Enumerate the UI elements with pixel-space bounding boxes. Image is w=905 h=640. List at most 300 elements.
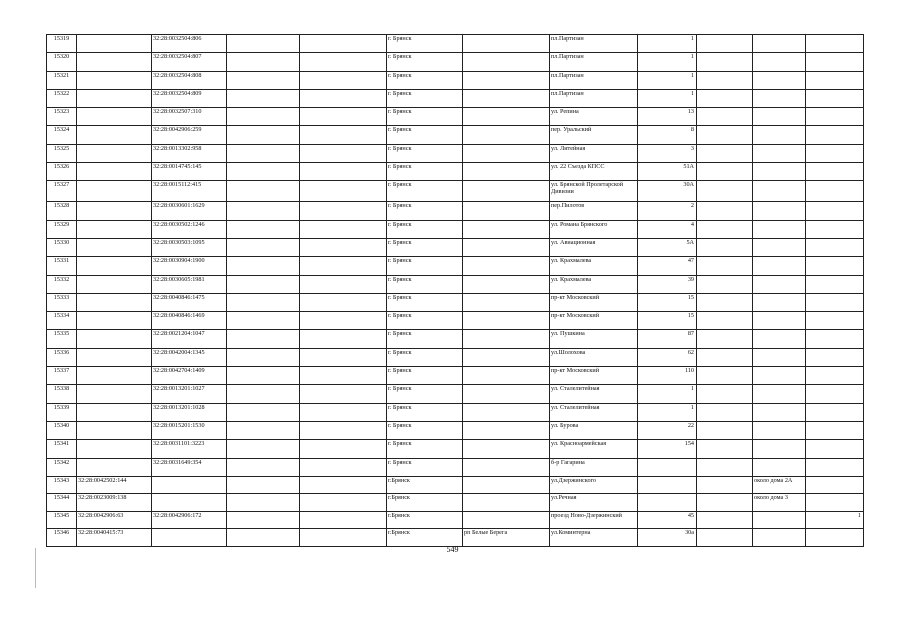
- house-number: 1: [638, 385, 697, 403]
- table-row: [47, 275, 864, 293]
- table-row: [47, 53, 864, 71]
- location-note: [753, 202, 806, 220]
- cadastral-number-2: 32:28:0031101:3223: [152, 440, 227, 458]
- cell-empty-4: [300, 71, 387, 89]
- cell-empty-9: [697, 476, 753, 494]
- cell-empty-3: [227, 144, 300, 162]
- cadastral-number-1: [77, 275, 152, 293]
- cell-empty-3: [227, 238, 300, 256]
- locality: [463, 494, 550, 512]
- table-row: [47, 494, 864, 512]
- house-number: 110: [638, 367, 697, 385]
- cell-empty-3: [227, 257, 300, 275]
- cadastral-number-1: [77, 312, 152, 330]
- table-row: [47, 529, 864, 547]
- house-number: 15: [638, 312, 697, 330]
- table-row: [47, 348, 864, 366]
- locality: [463, 476, 550, 494]
- location-note: [753, 312, 806, 330]
- location-note: [753, 367, 806, 385]
- cell-empty-3: [227, 403, 300, 421]
- cell-empty-9: [697, 494, 753, 512]
- cell-extra: [806, 458, 864, 476]
- house-number: 87: [638, 330, 697, 348]
- cell-extra: [806, 330, 864, 348]
- house-number: 3: [638, 144, 697, 162]
- location-note: [753, 257, 806, 275]
- table-row: [47, 202, 864, 220]
- cell-empty-3: [227, 312, 300, 330]
- record-id: 15328: [47, 202, 77, 220]
- street: ул. Бурова: [550, 421, 638, 439]
- street: ул. Красноармейская: [550, 440, 638, 458]
- cell-empty-4: [300, 181, 387, 202]
- cadastral-number-1: [77, 293, 152, 311]
- table-body: [47, 35, 864, 547]
- cell-extra: [806, 421, 864, 439]
- cell-extra: [806, 126, 864, 144]
- settlement: г. Брянск: [387, 385, 463, 403]
- location-note: [753, 330, 806, 348]
- location-note: [753, 35, 806, 53]
- settlement: г. Брянск: [387, 108, 463, 126]
- cell-empty-9: [697, 257, 753, 275]
- street: ул. Крахмалева: [550, 257, 638, 275]
- cell-empty-9: [697, 367, 753, 385]
- cell-empty-3: [227, 293, 300, 311]
- locality: [463, 53, 550, 71]
- settlement: г. Брянск: [387, 330, 463, 348]
- cadastral-number-2: 32:28:0013201:1027: [152, 385, 227, 403]
- locality: [463, 385, 550, 403]
- cell-extra: [806, 35, 864, 53]
- cadastral-number-2: 32:28:0015112:415: [152, 181, 227, 202]
- cadastral-number-1: 32:28:0040415:73: [77, 529, 152, 547]
- cell-extra: [806, 293, 864, 311]
- locality: [463, 181, 550, 202]
- house-number: [638, 458, 697, 476]
- cell-empty-3: [227, 220, 300, 238]
- settlement: г. Брянск: [387, 348, 463, 366]
- street: ул. Крахмалева: [550, 275, 638, 293]
- cadastral-number-2: 32:28:0042906:172: [152, 511, 227, 529]
- location-note: [753, 181, 806, 202]
- cell-empty-9: [697, 275, 753, 293]
- locality: [463, 126, 550, 144]
- cadastral-number-1: [77, 440, 152, 458]
- cadastral-number-1: [77, 257, 152, 275]
- record-id: 15324: [47, 126, 77, 144]
- location-note: [753, 403, 806, 421]
- cadastral-number-2: [152, 529, 227, 547]
- street: ул.Шолохова: [550, 348, 638, 366]
- cadastral-number-1: [77, 367, 152, 385]
- record-id: 15326: [47, 163, 77, 181]
- cadastral-number-1: [77, 238, 152, 256]
- table-row: [47, 71, 864, 89]
- location-note: [753, 458, 806, 476]
- cell-extra: [806, 275, 864, 293]
- house-number: 5А: [638, 238, 697, 256]
- location-note: [753, 511, 806, 529]
- cell-empty-3: [227, 511, 300, 529]
- cadastral-number-2: 32:28:0021204:1047: [152, 330, 227, 348]
- table-row: [47, 257, 864, 275]
- street: пер.Пилотов: [550, 202, 638, 220]
- cell-empty-4: [300, 293, 387, 311]
- settlement: г. Брянск: [387, 312, 463, 330]
- cell-empty-9: [697, 220, 753, 238]
- cell-empty-3: [227, 330, 300, 348]
- record-id: 15345: [47, 511, 77, 529]
- cell-empty-9: [697, 126, 753, 144]
- settlement: г. Брянск: [387, 275, 463, 293]
- cell-empty-9: [697, 421, 753, 439]
- cell-empty-9: [697, 108, 753, 126]
- cell-empty-3: [227, 108, 300, 126]
- cell-empty-9: [697, 181, 753, 202]
- locality: [463, 330, 550, 348]
- cadastral-number-2: 32:28:0013201:1028: [152, 403, 227, 421]
- street: ул. 22 Съезда КПСС: [550, 163, 638, 181]
- cadastral-number-2: 32:28:0030503:1095: [152, 238, 227, 256]
- house-number: 15: [638, 293, 697, 311]
- cell-extra: [806, 312, 864, 330]
- table-row: [47, 220, 864, 238]
- street: проезд Ново-Дзержинский: [550, 511, 638, 529]
- cell-empty-4: [300, 494, 387, 512]
- record-id: 15337: [47, 367, 77, 385]
- cell-empty-4: [300, 403, 387, 421]
- cell-empty-9: [697, 163, 753, 181]
- cell-empty-4: [300, 511, 387, 529]
- cadastral-number-2: 32:28:0032504:807: [152, 53, 227, 71]
- cadastral-number-1: [77, 202, 152, 220]
- cadastral-number-2: 32:28:0030502:1246: [152, 220, 227, 238]
- cell-extra: [806, 348, 864, 366]
- record-id: 15319: [47, 35, 77, 53]
- house-number: [638, 494, 697, 512]
- cell-empty-4: [300, 348, 387, 366]
- settlement: г. Брянск: [387, 403, 463, 421]
- location-note: [753, 89, 806, 107]
- locality: [463, 440, 550, 458]
- street: б-р Гагарина: [550, 458, 638, 476]
- cell-empty-4: [300, 275, 387, 293]
- cell-extra: [806, 202, 864, 220]
- cadastral-number-1: [77, 89, 152, 107]
- cell-empty-4: [300, 126, 387, 144]
- cadastral-number-2: 32:28:0030605:1981: [152, 275, 227, 293]
- cadastral-number-2: 32:28:0032504:809: [152, 89, 227, 107]
- cadastral-number-1: [77, 53, 152, 71]
- cadastral-number-1: [77, 181, 152, 202]
- locality: [463, 421, 550, 439]
- settlement: г. Брянск: [387, 238, 463, 256]
- settlement: г. Брянск: [387, 53, 463, 71]
- table-row: [47, 238, 864, 256]
- table-row: [47, 367, 864, 385]
- record-id: 15329: [47, 220, 77, 238]
- record-id: 15338: [47, 385, 77, 403]
- house-number: 1: [638, 403, 697, 421]
- house-number: 2: [638, 202, 697, 220]
- cell-empty-3: [227, 385, 300, 403]
- cell-empty-4: [300, 421, 387, 439]
- record-id: 15340: [47, 421, 77, 439]
- cell-empty-4: [300, 108, 387, 126]
- locality: [463, 367, 550, 385]
- table-row: [47, 385, 864, 403]
- record-id: 15332: [47, 275, 77, 293]
- cell-extra: [806, 476, 864, 494]
- locality: [463, 348, 550, 366]
- cell-extra: [806, 257, 864, 275]
- settlement: г. Брянск: [387, 89, 463, 107]
- cell-empty-3: [227, 348, 300, 366]
- house-number: 4: [638, 220, 697, 238]
- cell-empty-4: [300, 257, 387, 275]
- cell-empty-3: [227, 89, 300, 107]
- settlement: г.Брянск: [387, 529, 463, 547]
- cell-empty-4: [300, 529, 387, 547]
- settlement: г. Брянск: [387, 35, 463, 53]
- cell-extra: [806, 385, 864, 403]
- record-id: 15320: [47, 53, 77, 71]
- cadastral-number-1: [77, 108, 152, 126]
- cadastral-number-1: [77, 421, 152, 439]
- house-number: 30А: [638, 181, 697, 202]
- cell-empty-9: [697, 385, 753, 403]
- cadastral-number-1: [77, 330, 152, 348]
- table-row: [47, 293, 864, 311]
- cell-empty-3: [227, 202, 300, 220]
- record-id: 15321: [47, 71, 77, 89]
- cell-empty-4: [300, 458, 387, 476]
- register-table: [46, 34, 864, 547]
- street: ул.Дзержинского: [550, 476, 638, 494]
- locality: [463, 71, 550, 89]
- house-number: 30а: [638, 529, 697, 547]
- locality: [463, 257, 550, 275]
- cell-extra: [806, 367, 864, 385]
- record-id: 15325: [47, 144, 77, 162]
- cell-empty-9: [697, 89, 753, 107]
- cell-empty-4: [300, 440, 387, 458]
- house-number: 8: [638, 126, 697, 144]
- record-id: 15339: [47, 403, 77, 421]
- locality: [463, 89, 550, 107]
- locality: [463, 511, 550, 529]
- locality: [463, 202, 550, 220]
- record-id: 15323: [47, 108, 77, 126]
- cell-empty-3: [227, 367, 300, 385]
- location-note: около дома 3: [753, 494, 806, 512]
- settlement: г. Брянск: [387, 71, 463, 89]
- cadastral-number-1: [77, 163, 152, 181]
- cell-empty-4: [300, 367, 387, 385]
- cell-empty-3: [227, 181, 300, 202]
- cell-empty-3: [227, 126, 300, 144]
- house-number: 1: [638, 89, 697, 107]
- street: пер. Уральский: [550, 126, 638, 144]
- locality: [463, 144, 550, 162]
- cadastral-number-1: [77, 220, 152, 238]
- table-row: [47, 330, 864, 348]
- cell-empty-3: [227, 163, 300, 181]
- record-id: 15331: [47, 257, 77, 275]
- settlement: г.Брянск: [387, 476, 463, 494]
- street: ул. Авиационная: [550, 238, 638, 256]
- locality: [463, 293, 550, 311]
- locality: [463, 108, 550, 126]
- record-id: 15335: [47, 330, 77, 348]
- cell-empty-4: [300, 330, 387, 348]
- street: пл.Партизан: [550, 71, 638, 89]
- street: пр-кт Московский: [550, 312, 638, 330]
- table-row: [47, 144, 864, 162]
- cell-extra: [806, 71, 864, 89]
- location-note: [753, 421, 806, 439]
- street: ул. Репина: [550, 108, 638, 126]
- location-note: около дома 2А: [753, 476, 806, 494]
- cadastral-number-2: 32:28:0030904:1900: [152, 257, 227, 275]
- settlement: г. Брянск: [387, 126, 463, 144]
- cadastral-number-1: [77, 458, 152, 476]
- settlement: г. Брянск: [387, 367, 463, 385]
- house-number: 22: [638, 421, 697, 439]
- settlement: г. Брянск: [387, 458, 463, 476]
- location-note: [753, 440, 806, 458]
- table-row: [47, 440, 864, 458]
- table-row: [47, 181, 864, 202]
- locality: [463, 275, 550, 293]
- street: ул. Пушкина: [550, 330, 638, 348]
- settlement: г. Брянск: [387, 163, 463, 181]
- cadastral-number-1: [77, 35, 152, 53]
- cadastral-number-1: 32:28:0042906:63: [77, 511, 152, 529]
- cadastral-number-2: 32:28:0032504:808: [152, 71, 227, 89]
- location-note: [753, 238, 806, 256]
- house-number: 13: [638, 108, 697, 126]
- cadastral-number-2: 32:28:0031649:354: [152, 458, 227, 476]
- cell-empty-3: [227, 458, 300, 476]
- street: ул. Сталелитейная: [550, 385, 638, 403]
- cell-extra: [806, 220, 864, 238]
- location-note: [753, 385, 806, 403]
- cadastral-number-1: [77, 126, 152, 144]
- street: ул. Романа Брянского: [550, 220, 638, 238]
- locality: [463, 35, 550, 53]
- cadastral-number-2: [152, 494, 227, 512]
- cell-empty-4: [300, 385, 387, 403]
- cell-empty-9: [697, 511, 753, 529]
- record-id: 15336: [47, 348, 77, 366]
- cell-empty-4: [300, 144, 387, 162]
- cell-empty-9: [697, 238, 753, 256]
- cell-empty-9: [697, 293, 753, 311]
- cell-empty-9: [697, 529, 753, 547]
- settlement: г. Брянск: [387, 144, 463, 162]
- street: пл.Партизан: [550, 35, 638, 53]
- cell-empty-3: [227, 53, 300, 71]
- cell-empty-3: [227, 71, 300, 89]
- cadastral-number-2: 32:28:0042906:259: [152, 126, 227, 144]
- house-number: 1: [638, 53, 697, 71]
- record-id: 15341: [47, 440, 77, 458]
- street: пр-кт Московский: [550, 367, 638, 385]
- location-note: [753, 163, 806, 181]
- cell-empty-3: [227, 494, 300, 512]
- table-row: [47, 476, 864, 494]
- cell-extra: [806, 238, 864, 256]
- cadastral-number-2: 32:28:0015201:1530: [152, 421, 227, 439]
- cell-extra: [806, 494, 864, 512]
- cell-empty-3: [227, 440, 300, 458]
- settlement: г. Брянск: [387, 202, 463, 220]
- cell-extra: [806, 403, 864, 421]
- record-id: 15334: [47, 312, 77, 330]
- settlement: г. Брянск: [387, 181, 463, 202]
- cell-empty-4: [300, 220, 387, 238]
- street: пр-кт Московский: [550, 293, 638, 311]
- street: пл.Партизан: [550, 89, 638, 107]
- cell-extra: [806, 440, 864, 458]
- cell-empty-3: [227, 35, 300, 53]
- cadastral-number-1: [77, 71, 152, 89]
- cell-empty-4: [300, 238, 387, 256]
- cell-empty-4: [300, 53, 387, 71]
- street: ул.Речная: [550, 494, 638, 512]
- house-number: 39: [638, 275, 697, 293]
- cadastral-number-2: [152, 476, 227, 494]
- cell-empty-4: [300, 202, 387, 220]
- table-row: [47, 35, 864, 53]
- cadastral-number-2: 32:28:0040846:1469: [152, 312, 227, 330]
- location-note: [753, 275, 806, 293]
- record-id: 15342: [47, 458, 77, 476]
- register-sheet: [46, 34, 864, 547]
- cell-empty-9: [697, 202, 753, 220]
- scan-margin-mark: [35, 548, 36, 588]
- cadastral-number-1: [77, 348, 152, 366]
- house-number: 1: [638, 71, 697, 89]
- location-note: [753, 53, 806, 71]
- settlement: г.Брянск: [387, 511, 463, 529]
- house-number: 1: [638, 35, 697, 53]
- cell-empty-4: [300, 163, 387, 181]
- cell-empty-9: [697, 35, 753, 53]
- settlement: г.Брянск: [387, 494, 463, 512]
- cadastral-number-2: 32:28:0013302:958: [152, 144, 227, 162]
- cell-empty-9: [697, 458, 753, 476]
- cell-empty-4: [300, 476, 387, 494]
- cell-empty-4: [300, 89, 387, 107]
- cadastral-number-1: [77, 385, 152, 403]
- cadastral-number-2: 32:28:0032504:806: [152, 35, 227, 53]
- house-number: 51А: [638, 163, 697, 181]
- cell-empty-4: [300, 312, 387, 330]
- record-id: 15344: [47, 494, 77, 512]
- cell-extra: [806, 163, 864, 181]
- cell-empty-3: [227, 421, 300, 439]
- cadastral-number-1: 32:28:0023009:138: [77, 494, 152, 512]
- street: ул.Коминтерна: [550, 529, 638, 547]
- cell-extra: [806, 108, 864, 126]
- cell-empty-9: [697, 403, 753, 421]
- cell-extra: [806, 144, 864, 162]
- cadastral-number-2: 32:28:0042704:1409: [152, 367, 227, 385]
